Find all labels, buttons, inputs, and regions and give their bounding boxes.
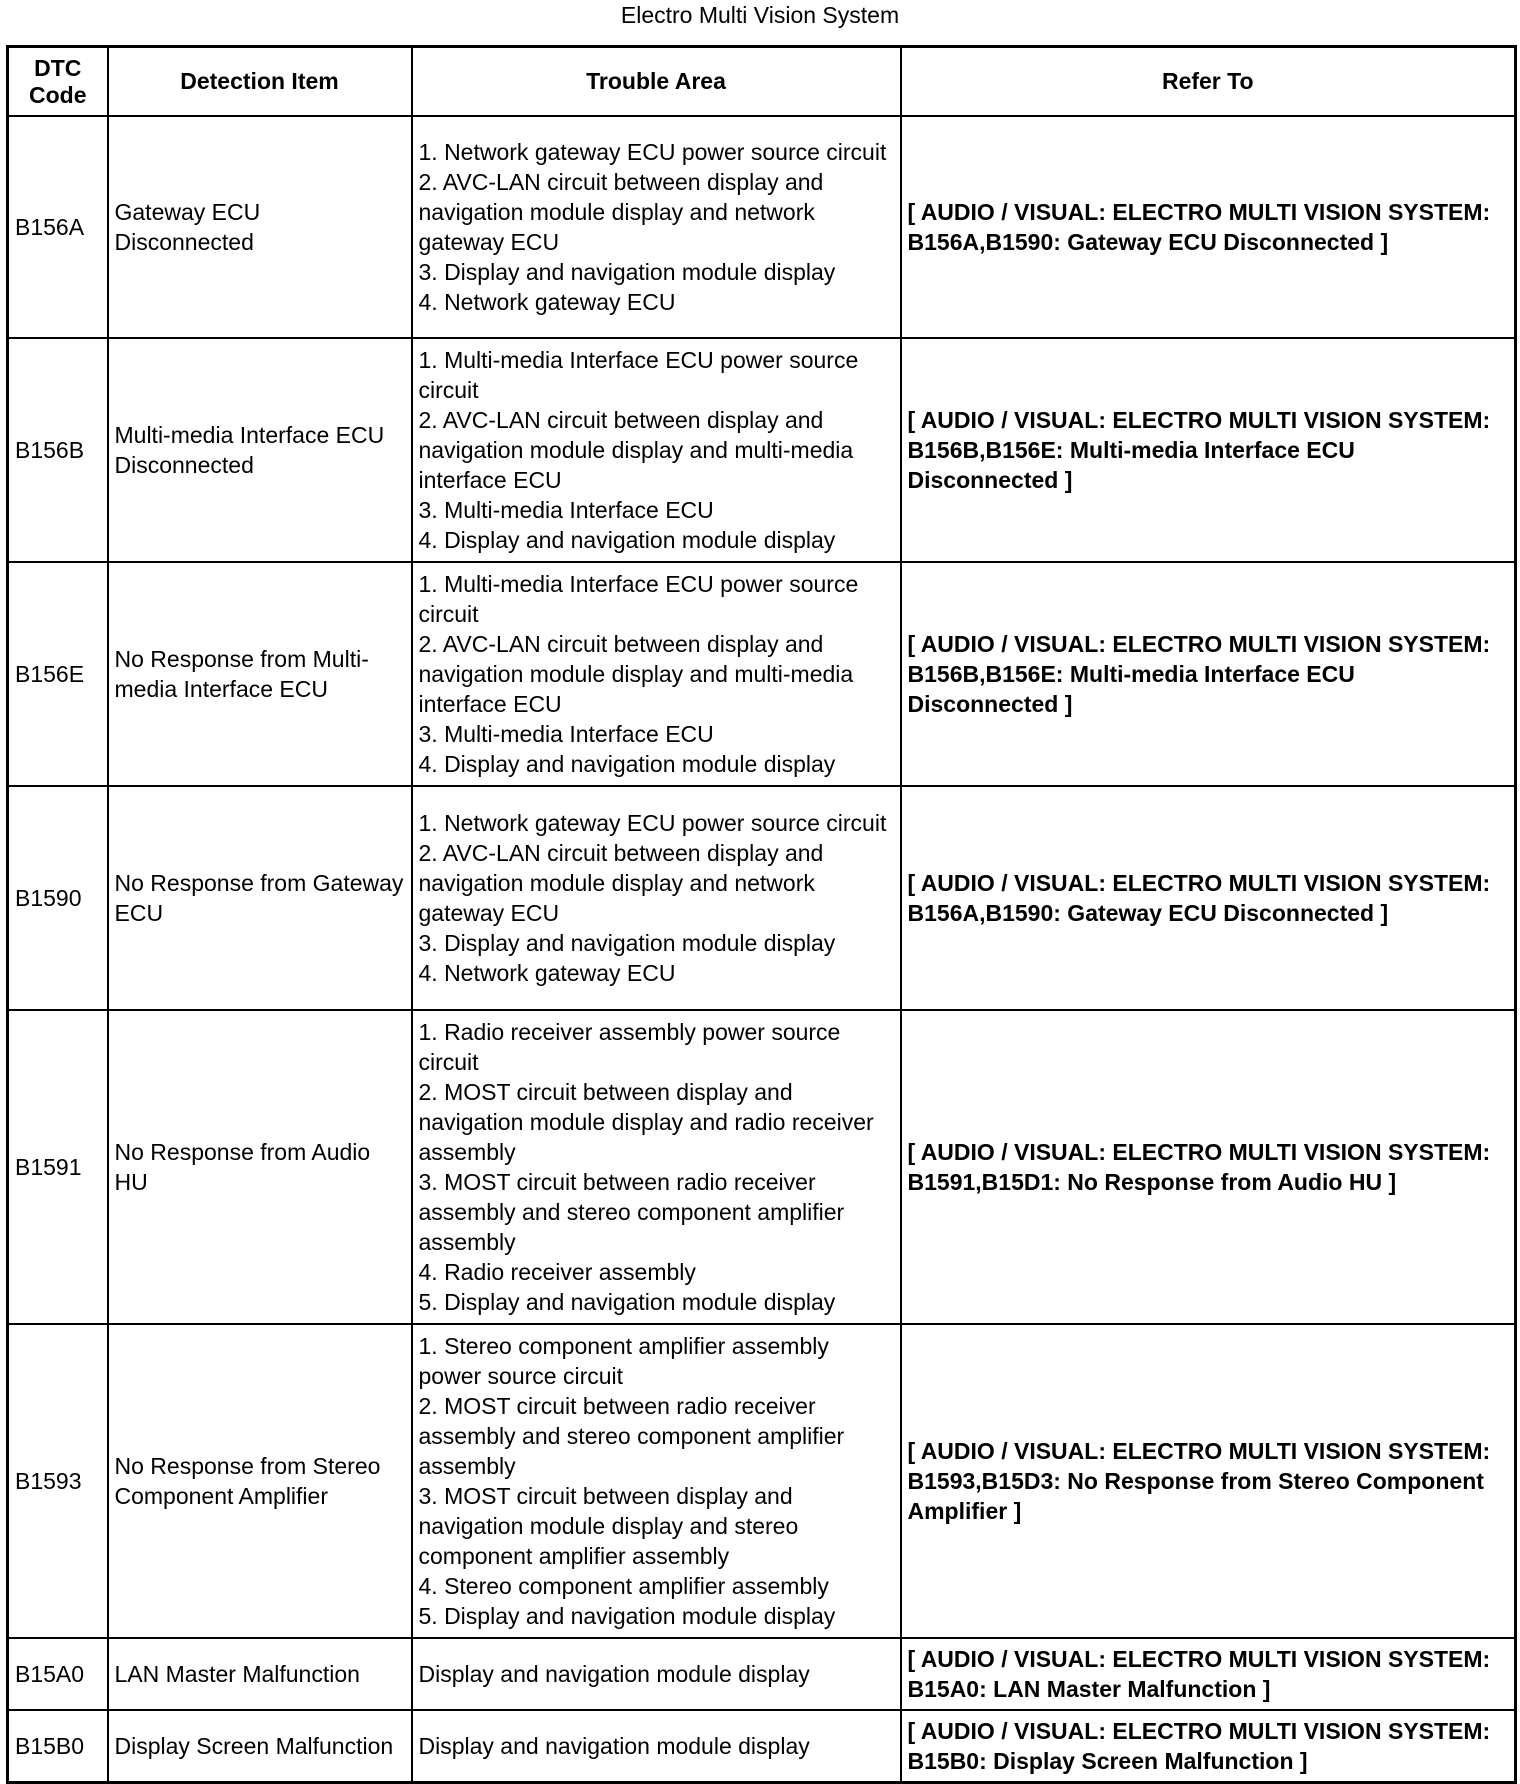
table-row (8, 1638, 1516, 1710)
refer-to-link[interactable]: [ AUDIO / VISUAL: ELECTRO MULTI VISION SYSTEM: B1593,B15D3: No Response from Stereo Component Amplifier ] (901, 1324, 1516, 1638)
trouble-area-item: 3. Multi-media Interface ECU (418, 497, 714, 523)
refer-to-link[interactable]: [ AUDIO / VISUAL: ELECTRO MULTI VISION SYSTEM: B156B,B156E: Multi-media Interface ECU Disconnected ] (901, 562, 1516, 786)
refer-to-link[interactable]: [ AUDIO / VISUAL: ELECTRO MULTI VISION SYSTEM: B156B,B156E: Multi-media Interface ECU Disconnected ] (901, 338, 1516, 562)
trouble-area-item: 4. Display and navigation module display (418, 527, 836, 553)
trouble-area-cell (412, 562, 901, 786)
header-refer-to: Refer To (901, 47, 1516, 117)
table-row (8, 1324, 1516, 1638)
trouble-area-item: 4. Network gateway ECU (418, 289, 676, 315)
refer-to-link[interactable]: [ AUDIO / VISUAL: ELECTRO MULTI VISION SYSTEM: B156A,B1590: Gateway ECU Disconnected ] (901, 116, 1516, 338)
trouble-area-item: 2. AVC-LAN circuit between display and navigation module display and network gateway ECU (418, 169, 824, 255)
trouble-area-item: 2. AVC-LAN circuit between display and navigation module display and multi-media interface ECU (418, 631, 854, 717)
dtc-code-cell: B156B (8, 338, 108, 562)
trouble-area-item: 2. MOST circuit between radio receiver assembly and stereo component amplifier assembly (418, 1393, 845, 1479)
trouble-area-item: 1. Radio receiver assembly power source circuit (418, 1019, 841, 1075)
dtc-code-cell: B15B0 (8, 1710, 108, 1782)
table-row (8, 338, 1516, 562)
trouble-area-item: 1. Multi-media Interface ECU power source circuit (418, 571, 859, 627)
detection-item-cell: No Response from Gateway ECU (108, 786, 412, 1010)
trouble-area-item: 1. Stereo component amplifier assembly power source circuit (418, 1333, 829, 1389)
trouble-area-item: 2. MOST circuit between display and navigation module display and radio receiver assembly (418, 1079, 874, 1165)
dtc-code-cell: B156A (8, 116, 108, 338)
trouble-area-item: 1. Network gateway ECU power source circuit (418, 139, 887, 165)
header-trouble-area: Trouble Area (412, 47, 901, 117)
trouble-area-item: 1. Network gateway ECU power source circuit (418, 810, 887, 836)
trouble-area-item: 4. Network gateway ECU (418, 960, 676, 986)
table-row (8, 1710, 1516, 1782)
trouble-area-cell (412, 1324, 901, 1638)
table-body (8, 116, 1516, 1782)
refer-to-link[interactable]: [ AUDIO / VISUAL: ELECTRO MULTI VISION SYSTEM: B15A0: LAN Master Malfunction ] (901, 1638, 1516, 1710)
trouble-area-cell (412, 1710, 901, 1782)
detection-item-cell: Gateway ECU Disconnected (108, 116, 412, 338)
trouble-area-item: Display and navigation module display (418, 1661, 810, 1687)
trouble-area-cell (412, 1638, 901, 1710)
trouble-area-item: 2. AVC-LAN circuit between display and navigation module display and multi-media interface ECU (418, 407, 854, 493)
dtc-code-cell: B156E (8, 562, 108, 786)
table-row (8, 1010, 1516, 1324)
trouble-area-cell (412, 1010, 901, 1324)
trouble-area-item: 3. MOST circuit between display and navigation module display and stereo component amplifier assembly (418, 1483, 799, 1569)
trouble-area-item: 3. Multi-media Interface ECU (418, 721, 714, 747)
detection-item-cell: LAN Master Malfunction (108, 1638, 412, 1710)
trouble-area-item: Display and navigation module display (418, 1732, 810, 1759)
header-detection-item: Detection Item (108, 47, 412, 117)
document-title: Electro Multi Vision System (620, 2, 900, 28)
dtc-code-cell: B1590 (8, 786, 108, 1010)
header-dtc-code: DTC Code (8, 47, 108, 117)
detection-item-cell: Display Screen Malfunction (108, 1710, 412, 1782)
trouble-area-item: 2. AVC-LAN circuit between display and navigation module display and network gateway ECU (418, 840, 824, 926)
refer-to-link[interactable]: [ AUDIO / VISUAL: ELECTRO MULTI VISION SYSTEM: B156A,B1590: Gateway ECU Disconnected ] (901, 786, 1516, 1010)
dtc-code-cell: B1591 (8, 1010, 108, 1324)
trouble-area-item: 3. Display and navigation module display (418, 259, 836, 285)
detection-item-cell: No Response from Multi-media Interface ECU (108, 562, 412, 786)
detection-item-cell: Multi-media Interface ECU Disconnected (108, 338, 412, 562)
trouble-area-item: 4. Stereo component amplifier assembly (418, 1573, 829, 1599)
trouble-area-cell (412, 786, 901, 1010)
trouble-area-item: 4. Radio receiver assembly (418, 1259, 696, 1285)
trouble-area-cell (412, 116, 901, 338)
table-row (8, 116, 1516, 338)
trouble-area-item: 5. Display and navigation module display (418, 1289, 836, 1315)
trouble-area-cell (412, 338, 901, 562)
detection-item-cell: No Response from Stereo Component Amplifier (108, 1324, 412, 1638)
table-row (8, 786, 1516, 1010)
trouble-area-item: 1. Multi-media Interface ECU power source circuit (418, 347, 859, 403)
trouble-area-item: 4. Display and navigation module display (418, 751, 836, 777)
detection-item-cell: No Response from Audio HU (108, 1010, 412, 1324)
dtc-table (6, 45, 1517, 1784)
table-header-row (8, 47, 1516, 117)
trouble-area-item: 5. Display and navigation module display (418, 1603, 836, 1629)
refer-to-link[interactable]: [ AUDIO / VISUAL: ELECTRO MULTI VISION SYSTEM: B15B0: Display Screen Malfunction ] (901, 1710, 1516, 1782)
table-row (8, 562, 1516, 786)
trouble-area-item: 3. MOST circuit between radio receiver assembly and stereo component amplifier assembly (418, 1169, 845, 1255)
refer-to-link[interactable]: [ AUDIO / VISUAL: ELECTRO MULTI VISION SYSTEM: B1591,B15D1: No Response from Audio HU ] (901, 1010, 1516, 1324)
dtc-code-cell: B1593 (8, 1324, 108, 1638)
trouble-area-item: 3. Display and navigation module display (418, 930, 836, 956)
dtc-code-cell: B15A0 (8, 1638, 108, 1710)
